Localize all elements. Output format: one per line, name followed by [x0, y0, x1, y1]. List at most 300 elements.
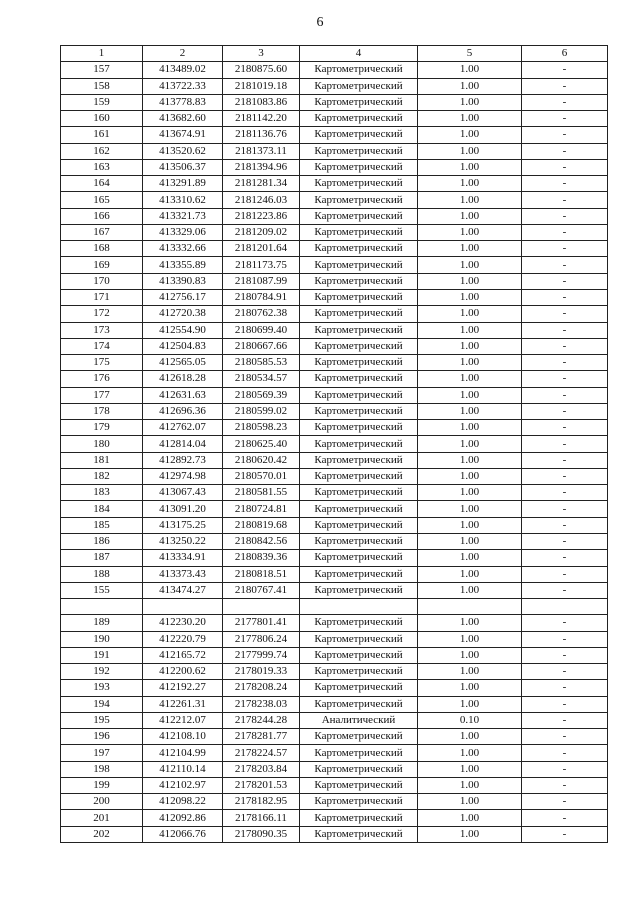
cell-point-number: 195: [61, 712, 143, 728]
cell-method: Картометрический: [300, 566, 418, 582]
header-col-6: 6: [522, 46, 608, 62]
cell-x-coordinate: 413390.83: [143, 273, 223, 289]
cell-note: -: [522, 485, 608, 501]
cell-point-number: 161: [61, 127, 143, 143]
cell-y-coordinate: 2180620.42: [223, 452, 300, 468]
cell-accuracy: 1.00: [418, 420, 522, 436]
cell-y-coordinate: 2180875.60: [223, 62, 300, 78]
cell-method: Картометрический: [300, 729, 418, 745]
table-row: [61, 387, 608, 403]
cell-method: Картометрический: [300, 273, 418, 289]
cell-accuracy: 1.00: [418, 533, 522, 549]
cell-x-coordinate: 412504.83: [143, 338, 223, 354]
cell-point-number: 164: [61, 176, 143, 192]
table-row: [61, 452, 608, 468]
cell-note: -: [522, 78, 608, 94]
cell-y-coordinate: 2180598.23: [223, 420, 300, 436]
cell-accuracy: 1.00: [418, 176, 522, 192]
cell-x-coordinate: 412200.62: [143, 664, 223, 680]
cell-point-number: 187: [61, 550, 143, 566]
cell-point-number: 157: [61, 62, 143, 78]
cell-x-coordinate: 412762.07: [143, 420, 223, 436]
cell-x-coordinate: 412618.28: [143, 371, 223, 387]
table-row: [61, 192, 608, 208]
cell-accuracy: 1.00: [418, 631, 522, 647]
table-row: [61, 533, 608, 549]
cell-note: -: [522, 729, 608, 745]
cell-y-coordinate: 2180762.38: [223, 306, 300, 322]
cell-y-coordinate: 2181173.75: [223, 257, 300, 273]
cell-method: Картометрический: [300, 468, 418, 484]
cell-note: -: [522, 582, 608, 598]
cell-x-coordinate: 412554.90: [143, 322, 223, 338]
cell-x-coordinate: 413520.62: [143, 143, 223, 159]
cell-accuracy: 1.00: [418, 826, 522, 842]
table-header: [61, 46, 608, 62]
table-row: [61, 826, 608, 842]
table-row: [61, 176, 608, 192]
cell-y-coordinate: 2180724.81: [223, 501, 300, 517]
cell-method: Картометрический: [300, 485, 418, 501]
cell-method: Картометрический: [300, 680, 418, 696]
cell-note: -: [522, 550, 608, 566]
cell-method: Картометрический: [300, 810, 418, 826]
cell-accuracy: 1.00: [418, 257, 522, 273]
cell-note: -: [522, 322, 608, 338]
cell-method: Картометрический: [300, 761, 418, 777]
cell-point-number: 182: [61, 468, 143, 484]
cell-x-coordinate: 412696.36: [143, 403, 223, 419]
cell-accuracy: 1.00: [418, 371, 522, 387]
page-number: 6: [316, 15, 324, 30]
cell-point-number: 171: [61, 289, 143, 305]
cell-x-coordinate: 412165.72: [143, 647, 223, 663]
cell-method: Картометрический: [300, 322, 418, 338]
coordinates-table: [60, 45, 608, 843]
cell-y-coordinate: 2181201.64: [223, 241, 300, 257]
table-row: [61, 517, 608, 533]
cell-method: Картометрический: [300, 517, 418, 533]
cell-y-coordinate: 2180534.57: [223, 371, 300, 387]
cell-x-coordinate: 413310.62: [143, 192, 223, 208]
cell-point-number: 190: [61, 631, 143, 647]
cell-note: -: [522, 127, 608, 143]
cell-method: Картометрический: [300, 647, 418, 663]
cell-accuracy: 1.00: [418, 582, 522, 598]
cell-accuracy: 1.00: [418, 647, 522, 663]
cell-note: -: [522, 306, 608, 322]
cell-point-number: 175: [61, 355, 143, 371]
table-row: [61, 794, 608, 810]
cell-x-coordinate: 413175.25: [143, 517, 223, 533]
cell-accuracy: [418, 599, 522, 615]
cell-x-coordinate: 412230.20: [143, 615, 223, 631]
cell-x-coordinate: 412631.63: [143, 387, 223, 403]
table-row: [61, 78, 608, 94]
cell-note: -: [522, 224, 608, 240]
cell-point-number: 166: [61, 208, 143, 224]
cell-x-coordinate: 413334.91: [143, 550, 223, 566]
cell-y-coordinate: 2180842.56: [223, 533, 300, 549]
header-col-4: 4: [300, 46, 418, 62]
cell-y-coordinate: 2180625.40: [223, 436, 300, 452]
cell-note: -: [522, 712, 608, 728]
cell-method: Картометрический: [300, 306, 418, 322]
cell-x-coordinate: 412756.17: [143, 289, 223, 305]
cell-x-coordinate: 412261.31: [143, 696, 223, 712]
cell-note: -: [522, 403, 608, 419]
cell-method: Картометрический: [300, 355, 418, 371]
cell-accuracy: 1.00: [418, 745, 522, 761]
table-row: [61, 127, 608, 143]
cell-y-coordinate: 2178224.57: [223, 745, 300, 761]
cell-point-number: 191: [61, 647, 143, 663]
cell-accuracy: 1.00: [418, 143, 522, 159]
cell-method: Картометрический: [300, 794, 418, 810]
cell-y-coordinate: 2180581.55: [223, 485, 300, 501]
cell-x-coordinate: 412814.04: [143, 436, 223, 452]
table-row: [61, 599, 608, 615]
table-row: [61, 664, 608, 680]
cell-point-number: 163: [61, 159, 143, 175]
table-row: [61, 420, 608, 436]
cell-method: Картометрический: [300, 777, 418, 793]
cell-y-coordinate: 2181281.34: [223, 176, 300, 192]
cell-method: Картометрический: [300, 62, 418, 78]
cell-x-coordinate: 412565.05: [143, 355, 223, 371]
table-row: [61, 289, 608, 305]
cell-y-coordinate: 2177801.41: [223, 615, 300, 631]
table-row: [61, 273, 608, 289]
cell-accuracy: 1.00: [418, 403, 522, 419]
cell-x-coordinate: 413506.37: [143, 159, 223, 175]
cell-x-coordinate: 412212.07: [143, 712, 223, 728]
table-row: [61, 615, 608, 631]
cell-note: -: [522, 176, 608, 192]
cell-point-number: 181: [61, 452, 143, 468]
table-row: [61, 241, 608, 257]
table-row: [61, 777, 608, 793]
cell-method: Картометрический: [300, 78, 418, 94]
cell-accuracy: 1.00: [418, 224, 522, 240]
cell-y-coordinate: 2177806.24: [223, 631, 300, 647]
cell-x-coordinate: 412066.76: [143, 826, 223, 842]
cell-point-number: 196: [61, 729, 143, 745]
cell-accuracy: 1.00: [418, 615, 522, 631]
table-row: [61, 729, 608, 745]
cell-point-number: 179: [61, 420, 143, 436]
cell-y-coordinate: 2181136.76: [223, 127, 300, 143]
cell-note: -: [522, 745, 608, 761]
cell-note: -: [522, 289, 608, 305]
cell-accuracy: 1.00: [418, 241, 522, 257]
cell-point-number: 197: [61, 745, 143, 761]
cell-method: Картометрический: [300, 745, 418, 761]
cell-x-coordinate: 413778.83: [143, 94, 223, 110]
cell-method: Картометрический: [300, 143, 418, 159]
cell-point-number: 169: [61, 257, 143, 273]
cell-y-coordinate: [223, 599, 300, 615]
table-row: [61, 355, 608, 371]
cell-note: -: [522, 761, 608, 777]
cell-method: Картометрический: [300, 338, 418, 354]
cell-accuracy: 1.00: [418, 338, 522, 354]
cell-note: -: [522, 387, 608, 403]
table-row: [61, 143, 608, 159]
cell-method: Картометрический: [300, 550, 418, 566]
cell-accuracy: 1.00: [418, 111, 522, 127]
cell-x-coordinate: [143, 599, 223, 615]
cell-accuracy: 1.00: [418, 355, 522, 371]
cell-y-coordinate: 2180784.91: [223, 289, 300, 305]
cell-y-coordinate: 2180767.41: [223, 582, 300, 598]
cell-y-coordinate: 2178203.84: [223, 761, 300, 777]
cell-x-coordinate: 412102.97: [143, 777, 223, 793]
cell-method: [300, 599, 418, 615]
table-row: [61, 468, 608, 484]
cell-y-coordinate: 2181394.96: [223, 159, 300, 175]
table-row: [61, 257, 608, 273]
cell-note: -: [522, 826, 608, 842]
table-row: [61, 647, 608, 663]
cell-method: Картометрический: [300, 192, 418, 208]
cell-y-coordinate: 2180699.40: [223, 322, 300, 338]
cell-accuracy: 1.00: [418, 810, 522, 826]
cell-accuracy: 1.00: [418, 501, 522, 517]
cell-note: -: [522, 452, 608, 468]
table-row: [61, 566, 608, 582]
cell-note: -: [522, 436, 608, 452]
cell-point-number: 183: [61, 485, 143, 501]
cell-accuracy: 1.00: [418, 273, 522, 289]
cell-point-number: 200: [61, 794, 143, 810]
cell-method: Картометрический: [300, 582, 418, 598]
cell-point-number: 172: [61, 306, 143, 322]
cell-x-coordinate: 413332.66: [143, 241, 223, 257]
table-row: [61, 403, 608, 419]
table-row: [61, 582, 608, 598]
cell-method: Картометрический: [300, 94, 418, 110]
cell-note: -: [522, 680, 608, 696]
cell-y-coordinate: 2178208.24: [223, 680, 300, 696]
cell-y-coordinate: 2181019.18: [223, 78, 300, 94]
cell-point-number: 178: [61, 403, 143, 419]
header-col-5: 5: [418, 46, 522, 62]
cell-method: Картометрический: [300, 533, 418, 549]
cell-x-coordinate: 412220.79: [143, 631, 223, 647]
cell-y-coordinate: 2181209.02: [223, 224, 300, 240]
table-row: [61, 306, 608, 322]
cell-accuracy: 1.00: [418, 517, 522, 533]
cell-y-coordinate: 2180839.36: [223, 550, 300, 566]
cell-method: Картометрический: [300, 257, 418, 273]
cell-note: -: [522, 533, 608, 549]
cell-x-coordinate: 412092.86: [143, 810, 223, 826]
cell-x-coordinate: 412192.27: [143, 680, 223, 696]
cell-note: -: [522, 355, 608, 371]
cell-y-coordinate: 2180570.01: [223, 468, 300, 484]
cell-method: Картометрический: [300, 159, 418, 175]
cell-note: -: [522, 62, 608, 78]
cell-method: Аналитический: [300, 712, 418, 728]
table-row: [61, 696, 608, 712]
cell-point-number: 201: [61, 810, 143, 826]
cell-y-coordinate: 2181373.11: [223, 143, 300, 159]
table-row: [61, 680, 608, 696]
cell-note: -: [522, 159, 608, 175]
cell-y-coordinate: 2178244.28: [223, 712, 300, 728]
cell-note: -: [522, 810, 608, 826]
cell-point-number: 202: [61, 826, 143, 842]
header-col-2: 2: [143, 46, 223, 62]
cell-y-coordinate: 2180585.53: [223, 355, 300, 371]
cell-y-coordinate: 2181246.03: [223, 192, 300, 208]
cell-method: Картометрический: [300, 176, 418, 192]
cell-y-coordinate: 2178019.33: [223, 664, 300, 680]
cell-y-coordinate: 2180599.02: [223, 403, 300, 419]
cell-note: -: [522, 371, 608, 387]
cell-y-coordinate: 2177999.74: [223, 647, 300, 663]
cell-point-number: 170: [61, 273, 143, 289]
table-row: [61, 338, 608, 354]
cell-note: -: [522, 664, 608, 680]
cell-x-coordinate: 412108.10: [143, 729, 223, 745]
cell-point-number: 184: [61, 501, 143, 517]
cell-y-coordinate: 2181223.86: [223, 208, 300, 224]
cell-note: -: [522, 794, 608, 810]
cell-y-coordinate: 2178182.95: [223, 794, 300, 810]
cell-point-number: 177: [61, 387, 143, 403]
cell-x-coordinate: 412892.73: [143, 452, 223, 468]
table-row: [61, 745, 608, 761]
cell-point-number: [61, 599, 143, 615]
table-row: [61, 550, 608, 566]
cell-x-coordinate: 412110.14: [143, 761, 223, 777]
table-row: [61, 712, 608, 728]
cell-accuracy: 1.00: [418, 729, 522, 745]
cell-y-coordinate: 2180569.39: [223, 387, 300, 403]
cell-accuracy: 1.00: [418, 159, 522, 175]
header-col-1: 1: [61, 46, 143, 62]
cell-accuracy: 1.00: [418, 289, 522, 305]
cell-accuracy: 1.00: [418, 62, 522, 78]
cell-x-coordinate: 412104.99: [143, 745, 223, 761]
cell-method: Картометрический: [300, 208, 418, 224]
cell-point-number: 192: [61, 664, 143, 680]
cell-note: -: [522, 192, 608, 208]
cell-note: [522, 599, 608, 615]
cell-note: -: [522, 94, 608, 110]
cell-accuracy: 1.00: [418, 761, 522, 777]
cell-note: -: [522, 257, 608, 273]
cell-method: Картометрический: [300, 631, 418, 647]
cell-point-number: 198: [61, 761, 143, 777]
cell-note: -: [522, 566, 608, 582]
cell-point-number: 194: [61, 696, 143, 712]
cell-note: -: [522, 696, 608, 712]
cell-point-number: 160: [61, 111, 143, 127]
cell-y-coordinate: 2181083.86: [223, 94, 300, 110]
cell-accuracy: 1.00: [418, 387, 522, 403]
cell-point-number: 155: [61, 582, 143, 598]
cell-method: Картометрический: [300, 111, 418, 127]
cell-x-coordinate: 413489.02: [143, 62, 223, 78]
cell-x-coordinate: 413722.33: [143, 78, 223, 94]
cell-point-number: 180: [61, 436, 143, 452]
cell-method: Картометрический: [300, 127, 418, 143]
table-row: [61, 810, 608, 826]
cell-note: -: [522, 420, 608, 436]
cell-y-coordinate: 2178281.77: [223, 729, 300, 745]
cell-method: Картометрический: [300, 420, 418, 436]
cell-note: -: [522, 338, 608, 354]
table-row: [61, 322, 608, 338]
table-row: [61, 436, 608, 452]
cell-y-coordinate: 2178090.35: [223, 826, 300, 842]
cell-x-coordinate: 413674.91: [143, 127, 223, 143]
cell-x-coordinate: 412974.98: [143, 468, 223, 484]
table-row: [61, 501, 608, 517]
cell-method: Картометрический: [300, 403, 418, 419]
cell-method: Картометрический: [300, 436, 418, 452]
cell-point-number: 162: [61, 143, 143, 159]
cell-point-number: 189: [61, 615, 143, 631]
cell-accuracy: 1.00: [418, 566, 522, 582]
cell-note: -: [522, 501, 608, 517]
cell-x-coordinate: 412098.22: [143, 794, 223, 810]
cell-method: Картометрический: [300, 501, 418, 517]
cell-point-number: 167: [61, 224, 143, 240]
cell-x-coordinate: 413250.22: [143, 533, 223, 549]
cell-note: -: [522, 647, 608, 663]
cell-method: Картометрический: [300, 241, 418, 257]
cell-method: Картометрический: [300, 387, 418, 403]
cell-x-coordinate: 413373.43: [143, 566, 223, 582]
cell-method: Картометрический: [300, 826, 418, 842]
table-row: [61, 94, 608, 110]
cell-point-number: 158: [61, 78, 143, 94]
cell-x-coordinate: 413474.27: [143, 582, 223, 598]
table-row: [61, 208, 608, 224]
cell-note: -: [522, 143, 608, 159]
table-row: [61, 631, 608, 647]
header-col-3: 3: [223, 46, 300, 62]
table-row: [61, 159, 608, 175]
cell-note: -: [522, 273, 608, 289]
cell-x-coordinate: 413355.89: [143, 257, 223, 273]
cell-y-coordinate: 2178166.11: [223, 810, 300, 826]
cell-method: Картометрический: [300, 371, 418, 387]
table-row: [61, 111, 608, 127]
cell-y-coordinate: 2181087.99: [223, 273, 300, 289]
cell-accuracy: 0.10: [418, 712, 522, 728]
cell-note: -: [522, 241, 608, 257]
cell-accuracy: 1.00: [418, 550, 522, 566]
cell-method: Картометрический: [300, 289, 418, 305]
cell-note: -: [522, 517, 608, 533]
cell-accuracy: 1.00: [418, 208, 522, 224]
cell-accuracy: 1.00: [418, 777, 522, 793]
table-row: [61, 761, 608, 777]
cell-method: Картометрический: [300, 224, 418, 240]
cell-point-number: 174: [61, 338, 143, 354]
cell-point-number: 193: [61, 680, 143, 696]
cell-accuracy: 1.00: [418, 306, 522, 322]
cell-accuracy: 1.00: [418, 436, 522, 452]
cell-accuracy: 1.00: [418, 78, 522, 94]
cell-accuracy: 1.00: [418, 452, 522, 468]
cell-note: -: [522, 208, 608, 224]
